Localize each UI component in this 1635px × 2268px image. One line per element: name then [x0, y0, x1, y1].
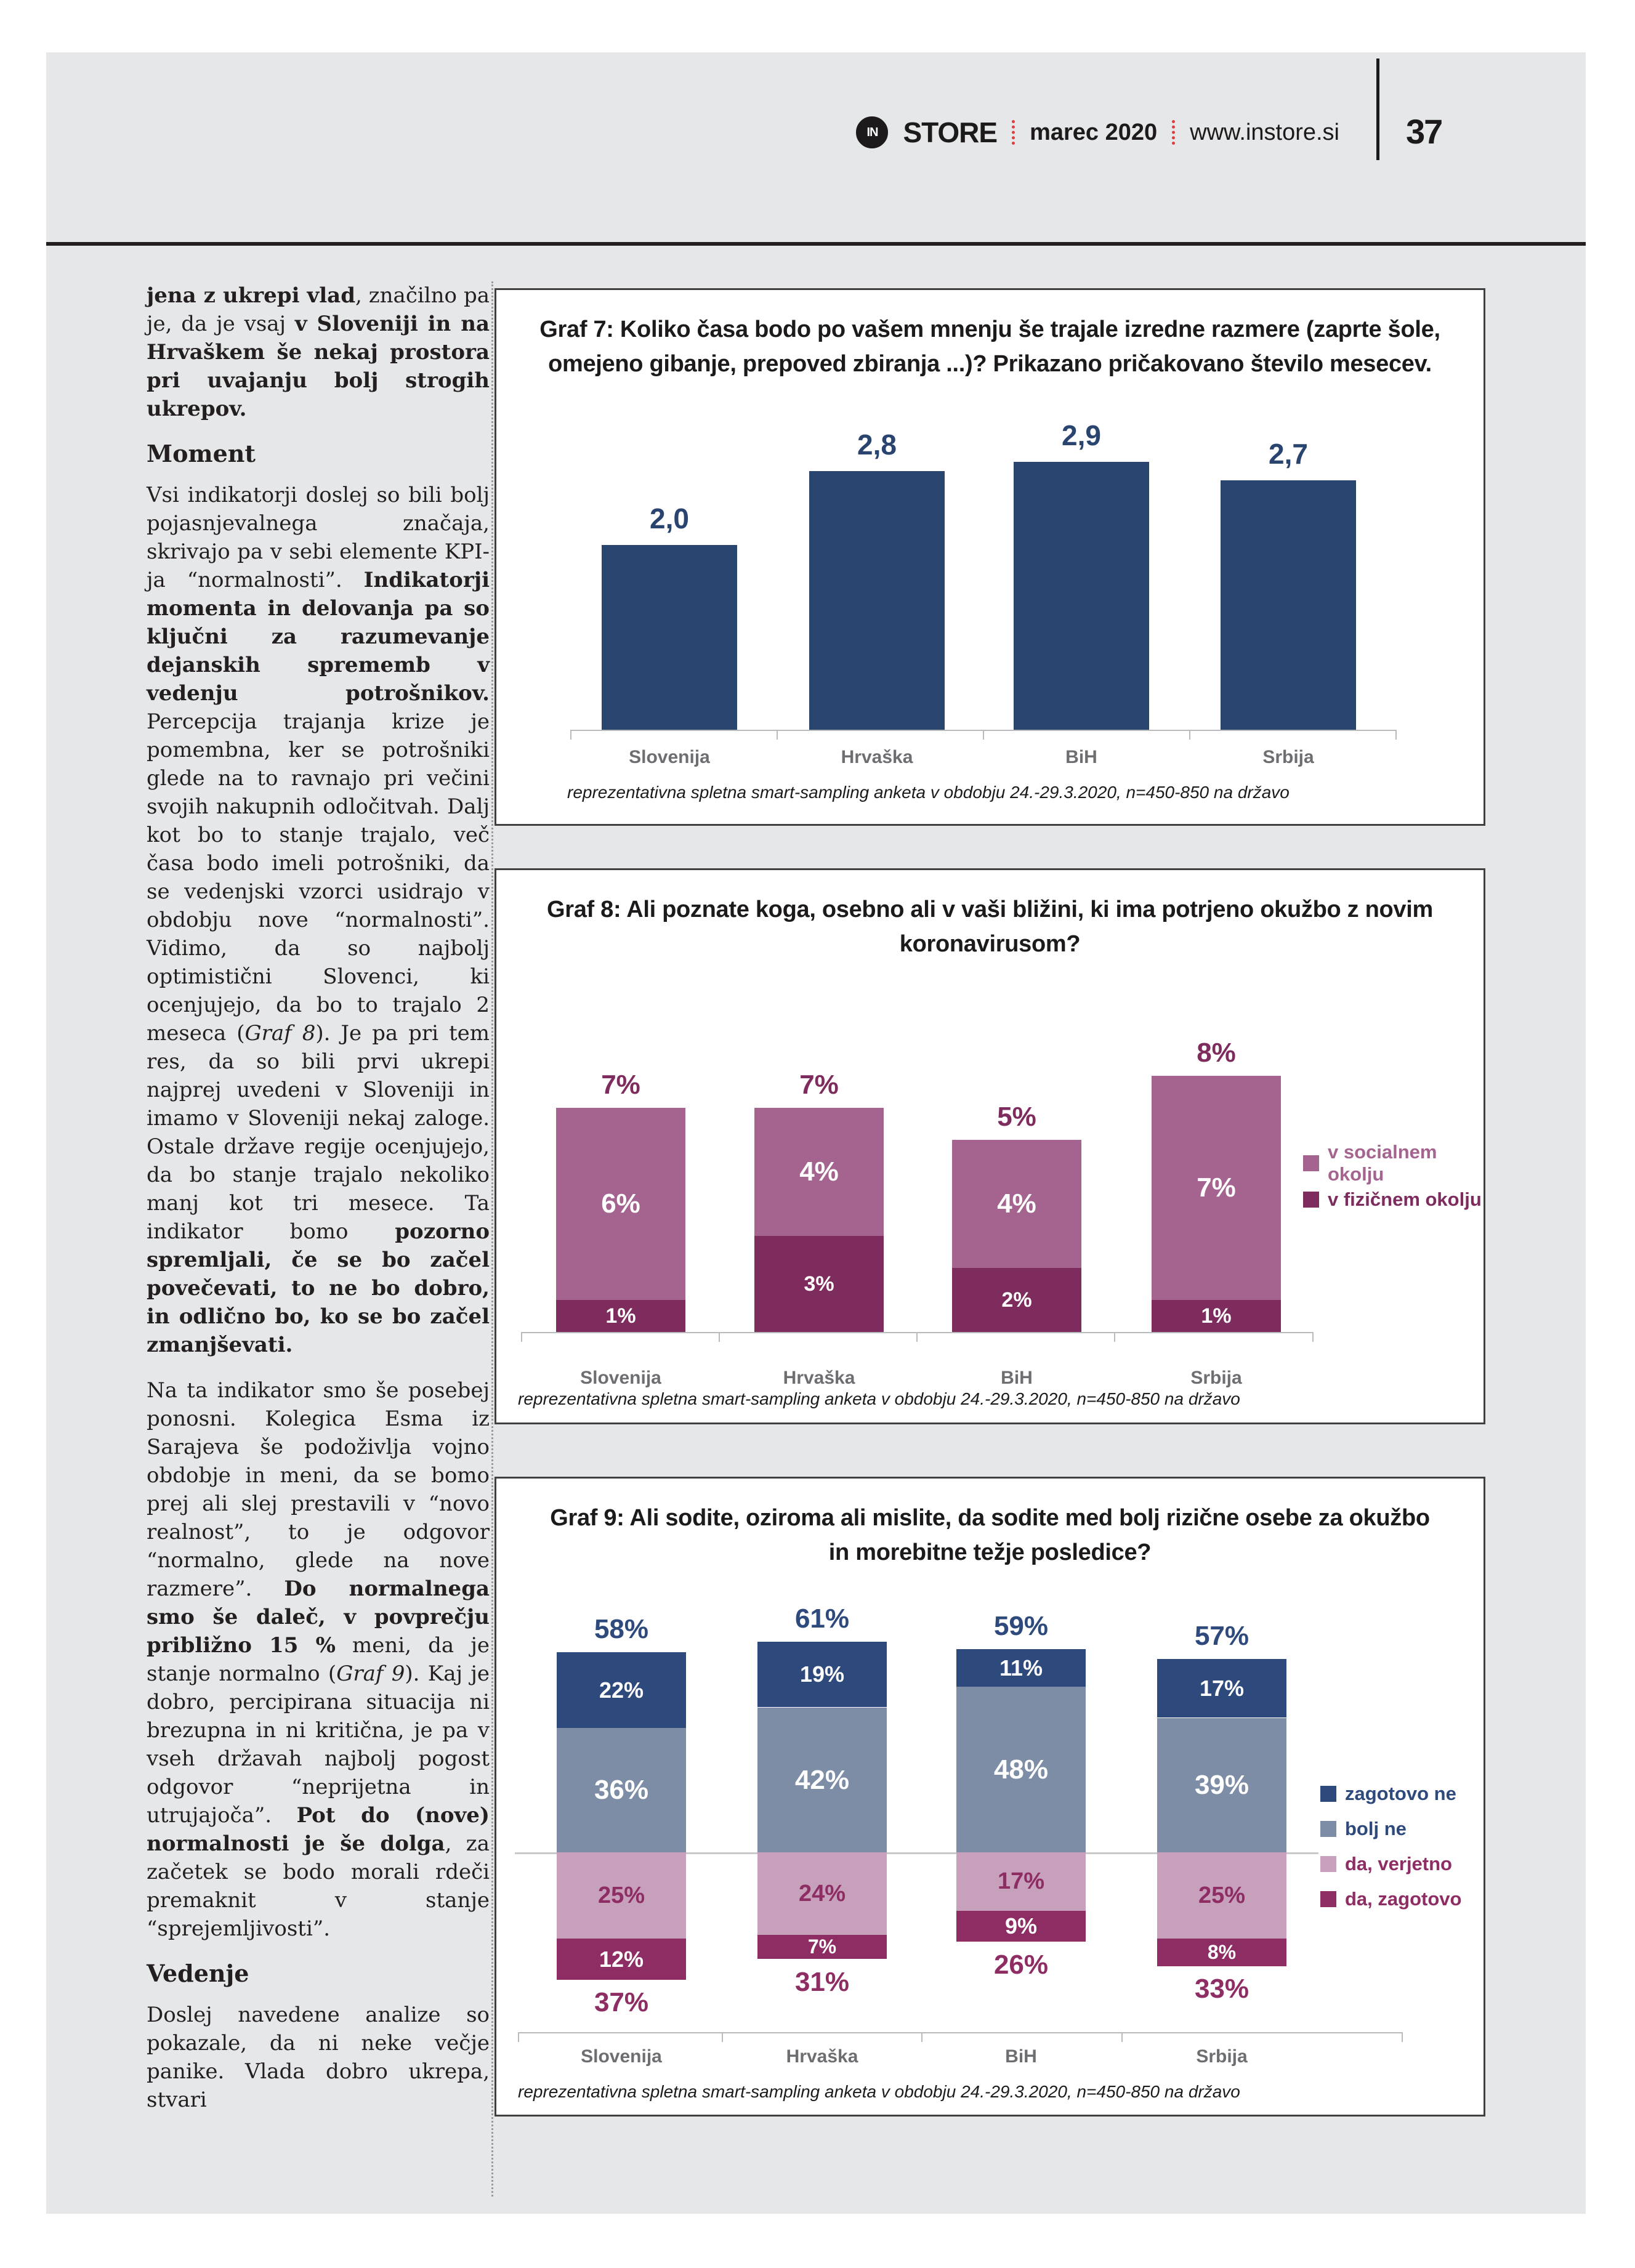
bar-segment: 9% [956, 1911, 1086, 1942]
bar-segment: 8% [1157, 1939, 1286, 1966]
text-run: Na ta indikator smo še posebej ponosni. Kolegica Esma iz Sarajeva še podoživlja vojno obdobje in meni, da se bomo prej ali slej prestavili v “novo realnost”, to je odgovor “normalno, glede na nove razmere”. [147, 1378, 490, 1601]
chart-footnote: reprezentativna spletna smart-sampling anketa v obdobju 24.-29.3.2020, n=450-850 na državo [518, 2082, 1240, 2101]
bar-total-label: 8% [1197, 1038, 1236, 1068]
column-divider [491, 281, 493, 2197]
text-run: Graf 8 [244, 1021, 316, 1046]
bar-segment: 42% [757, 1708, 887, 1852]
axis-tick [777, 730, 778, 740]
text-run: Vedenje [147, 1959, 249, 1987]
text-run: , značilno pa je, da je vsaj [147, 283, 490, 336]
legend-item [1320, 1853, 1452, 1875]
axis-tick [1114, 1332, 1115, 1342]
article-paragraph [147, 481, 490, 1359]
bar-segment: 7% [1152, 1076, 1281, 1300]
bar-segment: 17% [1157, 1659, 1286, 1717]
bar-segment: 39% [1157, 1718, 1286, 1852]
category-label: Slovenija [629, 747, 710, 767]
category-label: BiH [1001, 1368, 1033, 1388]
text-run: Vsi indikatorji doslej so bili bolj pojasnjevalnega značaja, skrivajo pa v sebi elemente KPI-ja “normalnosti”. [147, 483, 490, 592]
text-run: Doslej navedene analize so pokazale, da ni neke večje panike. Vlada dobro ukrepa, stvari [147, 2003, 490, 2112]
bar-segment: 19% [757, 1642, 887, 1707]
bar-segment: 4% [754, 1108, 884, 1236]
red-dotted-separator-icon [1172, 120, 1175, 145]
legend-item [1320, 1783, 1456, 1805]
bar-segment: 2% [952, 1268, 1081, 1332]
bar-top-total-label: 57% [1194, 1621, 1249, 1651]
legend-swatch-icon [1303, 1192, 1319, 1208]
axis-tick [570, 730, 571, 740]
header-divider [1376, 59, 1379, 160]
bar [809, 471, 945, 730]
logo-store-text: STORE [903, 116, 998, 148]
text-run: Moment [147, 440, 256, 467]
legend-label: zagotovo ne [1345, 1783, 1456, 1804]
bar-segment: 25% [557, 1852, 686, 1939]
axis-tick [1121, 2032, 1123, 2042]
axis-tick [983, 730, 984, 740]
category-label: BiH [1065, 747, 1097, 767]
category-label: Slovenija [581, 2046, 662, 2067]
bar-top-total-label: 59% [993, 1611, 1049, 1641]
bar-segment: 1% [556, 1300, 685, 1332]
bar [1221, 480, 1356, 730]
text-run: ). Je pa pri tem res, da so bili prvi ukrepi najprej uvedeni v Sloveniji in imamo v Sloveniji nekaj zaloge. Ostale države regije ocenjujejo, da bo stanje trajalo nekoliko manj kot tri mesece. Ta indikator bomo [147, 1021, 490, 1244]
bar-bottom-total-label: 26% [993, 1950, 1049, 1980]
text-run: Do normalnega smo še daleč, v povprečju približno 15 % [147, 1576, 490, 1658]
bar-segment: 11% [956, 1649, 1086, 1687]
bar-segment: 12% [557, 1939, 686, 1980]
chart-title: Graf 7: Koliko časa bodo po vašem mnenju še trajale izredne razmere (zaprte šole, omejeno gibanje, prepoved zbiranja ...)? Prikazano pričakovano število mesecev. [539, 317, 1440, 377]
bar-total-label: 7% [799, 1070, 839, 1100]
section-heading [147, 440, 490, 467]
legend-label: da, zagotovo [1345, 1888, 1462, 1910]
issue-date: marec 2020 [1030, 119, 1158, 145]
bar-value-label: 2,7 [1269, 438, 1308, 470]
bar-segment: 1% [1152, 1300, 1281, 1332]
bar-total-label: 7% [601, 1070, 640, 1100]
legend-item [1320, 1818, 1407, 1840]
header-rule [46, 242, 1586, 246]
bar-segment: 4% [952, 1140, 1081, 1268]
bar-segment: 36% [557, 1728, 686, 1852]
legend-label: bolj ne [1345, 1818, 1407, 1839]
bar-value-label: 2,8 [857, 429, 897, 461]
section-heading [147, 1960, 490, 1987]
category-label: BiH [1005, 2046, 1037, 2067]
bar-top-total-label: 58% [594, 1614, 649, 1644]
bar-value-label: 2,9 [1062, 419, 1101, 451]
website-url: www.instore.si [1190, 119, 1339, 145]
page-panel [46, 52, 1586, 2214]
text-run: jena z ukrepi vlad [147, 283, 355, 308]
legend-swatch-icon [1320, 1821, 1336, 1837]
text-run: Pot do (nove) normalnosti je še dolga [147, 1803, 490, 1856]
bar-segment: 24% [757, 1852, 887, 1935]
bar [1014, 462, 1149, 730]
text-run: Graf 9 [336, 1661, 405, 1686]
axis-tick [1395, 730, 1397, 740]
axis-tick [1402, 2032, 1403, 2042]
red-dotted-separator-icon [1012, 120, 1015, 145]
bar-segment: 25% [1157, 1852, 1286, 1939]
header [856, 114, 1339, 151]
category-label: Srbija [1196, 2046, 1248, 2067]
text-run: v Sloveniji in na Hrvaškem še nekaj prostora pri uvajanju bolj strogih ukrepov. [147, 312, 490, 421]
chart-footnote: reprezentativna spletna smart-sampling anketa v obdobju 24.-29.3.2020, n=450-850 na državo [518, 1389, 1240, 1408]
legend-swatch-icon [1303, 1155, 1319, 1171]
chart-plot [496, 870, 1484, 1423]
bar-segment: 17% [956, 1852, 1086, 1911]
bar-bottom-total-label: 31% [794, 1967, 850, 1997]
bar-segment: 3% [754, 1236, 884, 1332]
bar-top-total-label: 61% [794, 1604, 850, 1634]
chart-graf7 [495, 288, 1485, 826]
bar-segment: 7% [757, 1935, 887, 1959]
bar-bottom-total-label: 37% [594, 1987, 649, 2017]
article-paragraph [147, 1376, 490, 1943]
bar-bottom-total-label: 33% [1194, 1974, 1249, 2004]
chart-plot [496, 290, 1484, 824]
legend-swatch-icon [1320, 1786, 1336, 1802]
legend-swatch-icon [1320, 1891, 1336, 1907]
bar-segment: 48% [956, 1687, 1086, 1852]
axis-tick [1189, 730, 1190, 740]
axis-tick [1312, 1332, 1314, 1342]
article-paragraph [147, 281, 490, 423]
text-run: Percepcija trajanja krize je pomembna, ker se potrošniki glede na to ravnajo pri večini svojih nakupnih odločitvah. Dalj kot bo to stanje trajalo, več časa bodo imeli potrošniki, da se vedenjski vzorci usidrajo v obdobju nove “normalnosti”. Vidimo, da so najbolj optimistični Slovenci, ki ocenjujejo, da bo to trajalo 2 meseca ( [147, 709, 490, 1046]
chart-footnote: reprezentativna spletna smart-sampling anketa v obdobju 24.-29.3.2020, n=450-850 na državo [567, 783, 1290, 802]
legend-label: v fizičnem okolju [1328, 1188, 1482, 1210]
text-run: Indikatorji momenta in delovanja pa so ključni za razumevanje dejanskih sprememb v vedenju potrošnikov. [147, 568, 490, 706]
legend-item [1303, 1188, 1482, 1211]
axis-tick [521, 1332, 522, 1342]
logo-in-text: IN [866, 125, 878, 139]
category-label: Hrvaška [841, 747, 913, 767]
legend-label: da, verjetno [1345, 1853, 1452, 1875]
page-number: 37 [1406, 112, 1442, 151]
category-label: Srbija [1262, 747, 1314, 767]
legend-item [1303, 1141, 1484, 1185]
article-text [147, 281, 490, 2131]
bar-total-label: 5% [997, 1102, 1036, 1132]
instore-logo-icon [856, 116, 888, 148]
chart-title: Graf 8: Ali poznate koga, osebno ali v vaši bližini, ki ima potrjeno okužbo z novim koronavirusom? [546, 897, 1434, 957]
text-run: , za začetek se bodo morali rdeči premaknit v stanje “sprejemljivosti”. [147, 1831, 490, 1941]
text-run: meni, da je stanje normalno ( [147, 1633, 490, 1686]
chart-plot [496, 1479, 1484, 2115]
legend-swatch-icon [1320, 1856, 1336, 1872]
axis-tick [719, 1332, 720, 1342]
category-label: Hrvaška [786, 2046, 858, 2067]
category-label: Hrvaška [783, 1368, 855, 1388]
article-paragraph [147, 2001, 490, 2114]
axis-tick [518, 2032, 519, 2042]
bar-segment: 6% [556, 1108, 685, 1300]
chart-graf8 [495, 868, 1485, 1424]
legend-label: v socialnem okolju [1328, 1141, 1437, 1185]
chart-title: Graf 9: Ali sodite, oziroma ali mislite, da sodite med bolj rizične osebe za okužbo in morebitne težje posledice? [550, 1505, 1430, 1565]
axis-tick [921, 2032, 922, 2042]
bar [602, 545, 737, 730]
axis-tick [722, 2032, 723, 2042]
category-label: Slovenija [580, 1368, 661, 1388]
legend-item [1320, 1888, 1461, 1910]
bar-value-label: 2,0 [650, 502, 689, 535]
axis-line [518, 2032, 1402, 2033]
chart-graf9 [495, 1477, 1485, 2117]
category-label: Srbija [1190, 1368, 1242, 1388]
text-run: pozorno spremljali, če se bo začel povečevati, to ne bo dobro, in odlično bo, ko se bo začel zmanjševati. [147, 1219, 490, 1357]
axis-tick [916, 1332, 918, 1342]
bar-segment: 22% [557, 1652, 686, 1728]
text-run: ). Kaj je dobro, percipirana situacija ni brezupna in ni kritična, je pa v vseh državah najbolj pogost odgovor “neprijetna in utrujajoča”. [147, 1661, 490, 1828]
